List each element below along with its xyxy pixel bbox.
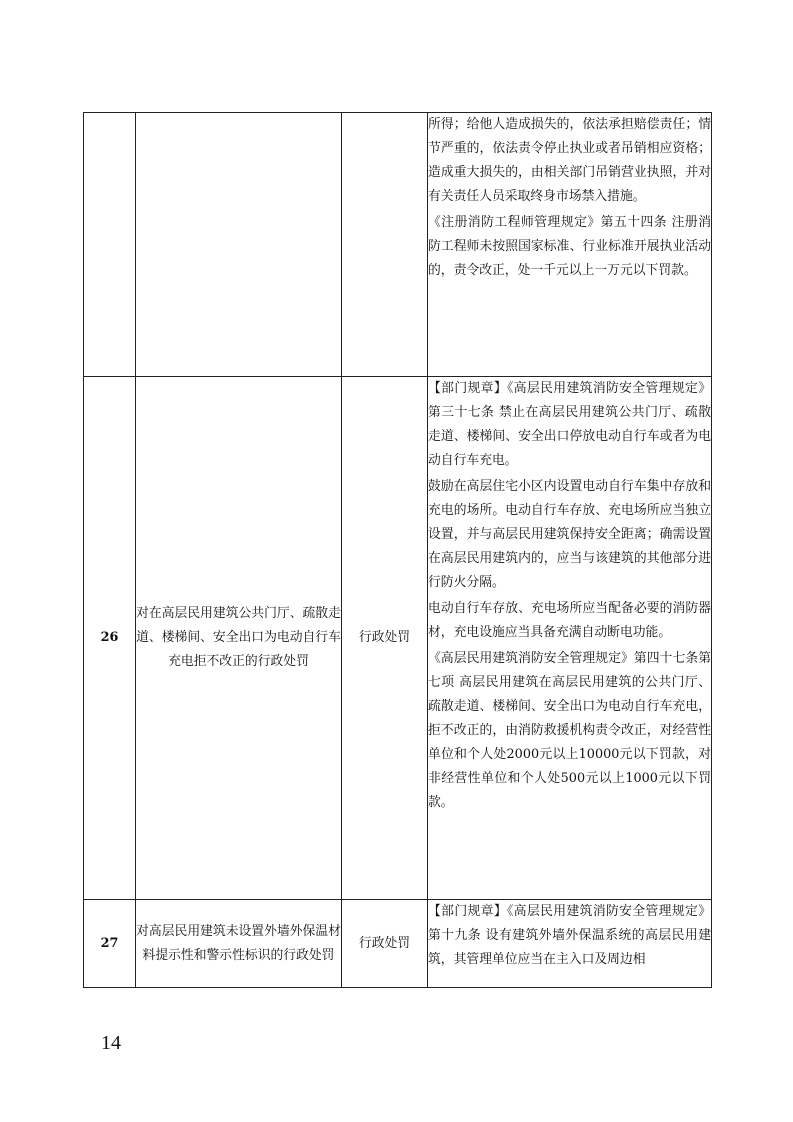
item-name — [136, 113, 342, 377]
table-row — [84, 377, 712, 900]
item-name: 对在高层民用建筑公共门厅、疏散走道、楼梯间、安全出口为电动自行车充电拒不改正的行政处罚 — [136, 377, 342, 900]
row-number: 27 — [84, 900, 136, 988]
item-name: 对高层民用建筑未设置外墙外保温材料提示性和警示性标识的行政处罚 — [136, 900, 342, 988]
legal-basis — [428, 377, 712, 900]
row-number — [84, 113, 136, 377]
basis-paragraph: 鼓励在高层住宅小区内设置电动自行车集中存放和充电的场所。电动自行车存放、充电场所应当独立设置，并与高层民用建筑保持安全距离；确需设置在高层民用建筑内的，应当与该建筑的其他部分进行防火分隔。 — [428, 479, 711, 590]
row-number: 26 — [84, 377, 136, 900]
table-row — [84, 900, 712, 988]
item-type: 行政处罚 — [342, 900, 428, 988]
table-row — [84, 113, 712, 377]
item-type: 行政处罚 — [342, 377, 428, 900]
basis-paragraph: 《高层民用建筑消防安全管理规定》第四十七条第七项 高层民用建筑在高层民用建筑的公共门厅、疏散走道、楼梯间、安全出口为电动自行车充电，拒不改正的，由消防救援机构责令改正，对经营性单位和个人处2000元以上10000元以下罚款，对非经营性单位和个人处500元以上1000元以下罚款。 — [428, 651, 711, 810]
legal-basis — [428, 113, 712, 377]
basis-paragraph: 【部门规章】《高层民用建筑消防安全管理规定》第十九条 设有建筑外墙外保温系统的高层民用建筑，其管理单位应当在主入口及周边相 — [428, 904, 711, 967]
legal-basis — [428, 900, 712, 988]
page-number: 14 — [101, 1032, 121, 1054]
basis-paragraph: 《注册消防工程师管理规定》第五十四条 注册消防工程师未按照国家标准、行业标准开展执业活动的，责令改正，处一千元以上一万元以下罚款。 — [428, 215, 711, 278]
basis-paragraph: 电动自行车存放、充电场所应当配备必要的消防器材，充电设施应当具备充满自动断电功能。 — [428, 601, 711, 640]
item-type — [342, 113, 428, 377]
regulation-table — [83, 112, 712, 988]
basis-paragraph: 所得；给他人造成损失的，依法承担赔偿责任；情节严重的，依法责令停止执业或者吊销相应资格；造成重大损失的，由相关部门吊销营业执照，并对有关责任人员采取终身市场禁入措施。 — [428, 117, 711, 204]
basis-paragraph: 【部门规章】《高层民用建筑消防安全管理规定》第三十七条 禁止在高层民用建筑公共门厅、疏散走道、楼梯间、安全出口停放电动自行车或者为电动自行车充电。 — [428, 381, 711, 468]
